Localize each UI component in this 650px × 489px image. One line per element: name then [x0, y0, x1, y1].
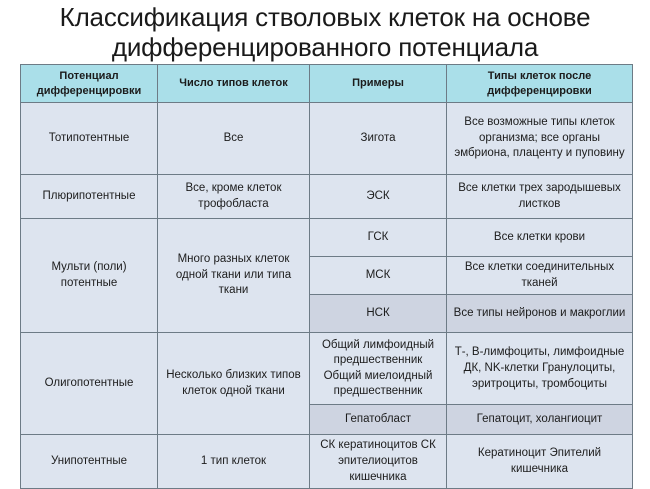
- cell-examples: СК кератиноцитов СК эпителиоцитов кишечника: [310, 435, 447, 489]
- column-header-examples: Примеры: [310, 65, 447, 103]
- cell-examples: Зигота: [310, 103, 447, 175]
- cell-examples: НСК: [310, 295, 447, 333]
- column-header-potential: Потенциал дифференцировки: [21, 65, 158, 103]
- cell-examples: Общий лимфоидный предшественник Общий миелоидный предшественник: [310, 333, 447, 405]
- stem-cell-classification-table: [20, 64, 633, 489]
- column-header-cell-count: Число типов клеток: [158, 65, 310, 103]
- cell-potential: Мульти (поли) потентные: [21, 219, 158, 333]
- table-header-row: [21, 65, 633, 103]
- cell-result: Кератиноцит Эпителий кишечника: [447, 435, 633, 489]
- page-title: Классификация стволовых клеток на основе дифференцированного потенциала: [59, 2, 591, 63]
- cell-examples: Гепатобласт: [310, 405, 447, 435]
- table-row: [21, 333, 633, 405]
- cell-result: Все клетки трех зародышевых листков: [447, 175, 633, 219]
- cell-result: Все типы нейронов и макроглии: [447, 295, 633, 333]
- cell-count: 1 тип клеток: [158, 435, 310, 489]
- cell-examples: ЭСК: [310, 175, 447, 219]
- table-row: [21, 103, 633, 175]
- cell-count: Несколько близких типов клеток одной ткани: [158, 333, 310, 435]
- cell-potential: Плюрипотентные: [21, 175, 158, 219]
- cell-potential: Унипотентные: [21, 435, 158, 489]
- cell-result: Все возможные типы клеток организма; все органы эмбриона, плаценту и пуповину: [447, 103, 633, 175]
- cell-count: Все: [158, 103, 310, 175]
- cell-potential: Тотипотентные: [21, 103, 158, 175]
- cell-count: Все, кроме клеток трофобласта: [158, 175, 310, 219]
- cell-examples: ГСК: [310, 219, 447, 257]
- table-row: [21, 175, 633, 219]
- cell-result: Т-, В-лимфоциты, лимфоидные ДК, NK-клетки Гранулоциты, эритроциты, тромбоциты: [447, 333, 633, 405]
- table-container: [20, 64, 632, 489]
- table-row: [21, 435, 633, 489]
- cell-count: Много разных клеток одной ткани или типа ткани: [158, 219, 310, 333]
- cell-result: Все клетки соединительных тканей: [447, 257, 633, 295]
- cell-result: Гепатоцит, холангиоцит: [447, 405, 633, 435]
- cell-examples: МСК: [310, 257, 447, 295]
- cell-result: Все клетки крови: [447, 219, 633, 257]
- column-header-result: Типы клеток после дифференцировки: [447, 65, 633, 103]
- cell-potential: Олигопотентные: [21, 333, 158, 435]
- table-row: [21, 219, 633, 257]
